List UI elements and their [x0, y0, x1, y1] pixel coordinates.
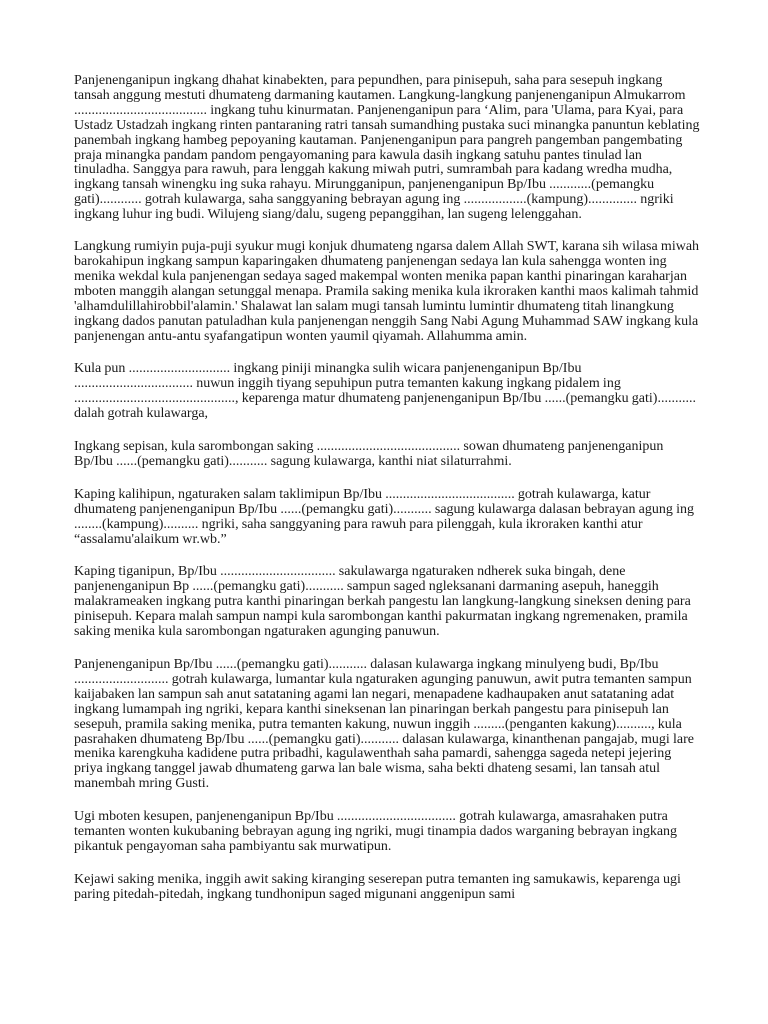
paragraph-handover: Panjenenganipun Bp/Ibu ......(pemangku gati)........... dalasan kulawarga ingkang minulyeng budi, Bp/Ibu ........................... gotrah kulawarga, lumantar kula ngaturaken agunging panuwun, awit putra temanten sampun kaijabaken lan sampun sah anut satataning agami lan negari, menapadene kadhaupaken anut satataning adat ingkang lumampah ing ngriki, kepara kanthi sineksenan lan pinaringan berkah pangestu para pinisepuh lan sesepuh, pramila saking menika, putra temanten kakung, nuwun inggih .........(penganten kakung).........., kula pasrahaken dhumateng Bp/Ibu ......(pemangku gati)........... dalasan kulawarga, kinanthenan pangajab, mugi lare menika karengkuha kadidene putra pribadhi, kagulawenthah saha pamardi, sahengga sageda netepi jejering priya ingkang tanggel jawab dhumateng garwa lan bale wisma, saha bekti dhateng sesami, lan tansah atul manembah mring Gusti. — [74, 657, 694, 792]
document-page — [74, 74, 700, 921]
paragraph-community: Ugi mboten kesupen, panjenenganipun Bp/Ibu .................................. gotrah kulawarga, amasrahaken putra temanten wonten kukubaning bebrayan agung ing ngriki, mugi tinampia dados warganing bebrayan ingkang pikantuk pengayoman saha pambiyantu sak murwatipun. — [74, 809, 678, 854]
paragraph-second-purpose: Kaping kalihipun, ngaturaken salam taklimipun Bp/Ibu ..................................... gotrah kulawarga, katur dhumateng panjenenganipun Bp/Ibu ......(pemangku gati)........... sagung kulawarga dalasan bebrayan agung ing ........(kampung).......... ngriki, saha sanggyaning para rawuh para pilenggah, kula ikroraken kanthi atur “assalamu'alaikum wr.wb.” — [74, 486, 694, 547]
paragraph-praise: Langkung rumiyin puja-puji syukur mugi konjuk dhumateng ngarsa dalem Allah SWT, karana sih wilasa miwah barokahipun ingkang sampun kaparingaken dhumateng panjenengan sedaya lan kula sahengga wonten ing menika wekdal kula panjenengan sedaya saged makempal wonten menika papan kanthi pinaringan karaharjan mboten manggih alangan setunggal menapa. Pramila saking menika kula ikroraken kanthi maos kalimah tahmid 'alhamdulillahirobbil'alamin.' Shalawat lan salam mugi tansah lumintu lumintir dhumateng titah linangkung ingkang dados panutan patuladhan kula panjenengan nenggih Sang Nabi Agung Muhammad SAW ingkang kula panjenengan antu-antu syafangatipun wonten yaumil qiyamah. Allahumma amin. — [74, 239, 700, 344]
paragraph-spokesperson: Kula pun ............................. ingkang piniji minangka sulih wicara panjenenganipun Bp/Ibu .................................. nuwun inggih tiyang sepuhipun putra temanten kakung ingkang pidalem ing .............................................., keparenga matur dhumateng panjenenganipun Bp/Ibu ......(pemangku gati)........... dalah gotrah kulawarga, — [74, 361, 696, 422]
paragraph-first-purpose: Ingkang sepisan, kula sarombongan saking ......................................... sowan dhumateng panjenenganipun Bp/Ibu ......(pemangku gati)........... sagung kulawarga, kanthi niat silaturrahmi. — [74, 439, 664, 469]
paragraph-greeting: Panjenenganipun ingkang dhahat kinabekten, para pepundhen, para pinisepuh, saha para sesepuh ingkang tansah anggung mestuti dhumateng darmaning kautamen. Langkung-langkung panjenenganipun Almukarrom ...................................... ingkang tuhu kinurmatan. Panjenenganipun para ‘Alim, para 'Ulama, para Kyai, para Ustadz Ustadzah ingkang rinten pantaraning ratri tansah sumandhing pustaka suci minangka panuntun keblating panembah ingkang hambeg pepoyaning kautaman. Panjenenganipun para pangreh pangemban pangembating praja minangka pandam pandom pengayomaning para kawula dasih ingkang satuhu pantes tinulad lan tinuladha. Sanggya para rawuh, para lenggah kakung miwah putri, sumrambah para kadang wredha mudha, ingkang tansah winengku ing suka rahayu. Mirungganipun, panjenenganipun Bp/Ibu ............(pemangku gati)............ gotrah kulawarga, saha sanggyaning bebrayan agung ing ..................(kampung).............. ngriki ingkang luhur ing budi. Wilujeng siang/dalu, sugeng pepanggihan, lan sugeng lelenggahan. — [74, 73, 700, 223]
paragraph-advice: Kejawi saking menika, inggih awit saking kiranging seserepan putra temanten ing samukawis, keparenga ugi paring pitedah-pitedah, ingkang tundhonipun saged migunani anggenipun sami — [74, 871, 681, 902]
paragraph-third-purpose: Kaping tiganipun, Bp/Ibu ................................. sakulawarga ngaturaken ndherek suka bingah, dene panjenenganipun Bp ......(pemangku gati)........... sampun saged ngleksanani darmaning asepuh, haneggih malakrameaken ingkang putra kanthi pinaringan berkah pangestu lan langkung-langkung sineksen dening para pinisepuh. Kepara malah sampun nampi kula sarombongan kanthi pakurmatan ingkang ngremenaken, pramila saking menika kula sarombongan ngaturaken agunging panuwun. — [74, 564, 691, 640]
